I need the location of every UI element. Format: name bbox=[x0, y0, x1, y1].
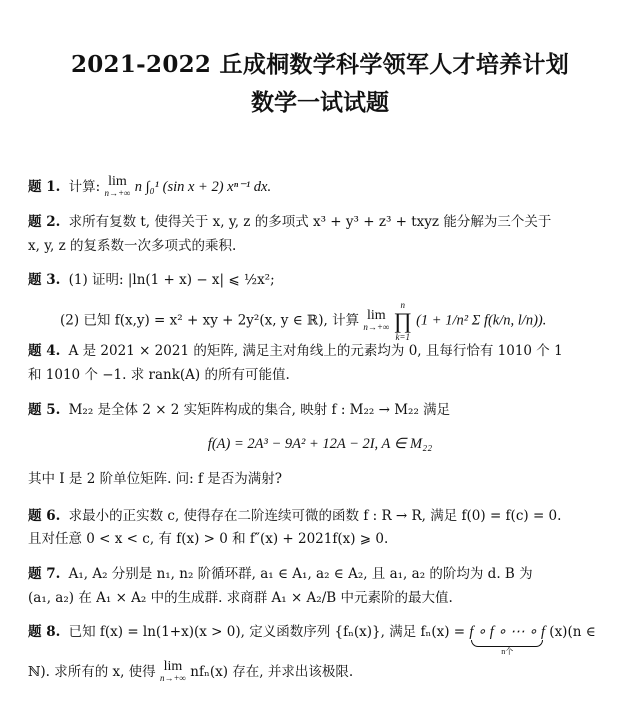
problem-7 bbox=[28, 566, 533, 582]
problem-label: 题 6. bbox=[28, 508, 61, 524]
problem-label: 题 1. bbox=[28, 179, 61, 195]
problem-expression: (1 + 1/n² Σ f(k/n, l/n)). bbox=[416, 312, 547, 329]
problem-expression: n ∫₀¹ (sin x + 2) xⁿ⁻¹ dx. bbox=[134, 179, 272, 195]
problem-text: (a₁, a₂) 在 A₁ × A₂ 中的生成群. 求商群 A₁ × A₂/B 中元素阶的最大值. bbox=[28, 590, 453, 606]
problem-4 bbox=[28, 343, 563, 359]
product-operator: n ∏ k=1 bbox=[393, 300, 412, 342]
problem-text: 且对任意 0 < x < c, 有 f(x) > 0 和 f″(x) + 2021f(x) ⩾ 0. bbox=[28, 531, 389, 547]
problem-label: 题 8. bbox=[28, 624, 61, 640]
problem-label: 题 3. bbox=[28, 272, 61, 288]
problem-text: x, y, z 的复系数一次多项式的乘积. bbox=[28, 238, 237, 254]
problem-text: M₂₂ 是全体 2 × 2 实矩阵构成的集合, 映射 f : M₂₂ → M₂₂ 满足 bbox=[68, 402, 451, 418]
problem-text: (2) 已知 f(x,y) = x² + xy + 2y²(x, y ∈ ℝ), 计算 bbox=[60, 312, 360, 329]
problem-6 bbox=[28, 508, 561, 524]
problem-text: 求所有复数 t, 使得关于 x, y, z 的多项式 x³ + y³ + z³ + txyz 能分解为三个关于 bbox=[68, 214, 552, 230]
problem-3 bbox=[28, 272, 275, 288]
problem-text: A 是 2021 × 2021 的矩阵, 满足主对角线上的元素均为 0, 且每行恰有 1010 个 1 bbox=[68, 343, 563, 359]
problem-label: 题 7. bbox=[28, 566, 61, 582]
problem-text: A₁, A₂ 分别是 n₁, n₂ 阶循环群, a₁ ∈ A₁, a₂ ∈ A₂, 且 a₁, a₂ 的阶均为 d. B 为 bbox=[68, 566, 533, 582]
problem-3-part2 bbox=[60, 300, 546, 342]
problem-5-cont bbox=[28, 471, 282, 487]
problem-text: nfₙ(x) 存在, 并求出该极限. bbox=[190, 664, 354, 680]
problem-text: ℕ). 求所有的 x, 使得 bbox=[28, 664, 156, 680]
problem-4-cont bbox=[28, 367, 290, 383]
limit-operator: lim n→+∞ bbox=[159, 659, 186, 683]
exam-subtitle: 数学一试试题 bbox=[251, 89, 389, 116]
problem-7-cont bbox=[28, 590, 453, 606]
problem-2 bbox=[28, 214, 551, 230]
problem-1 bbox=[28, 176, 271, 199]
problem-8-cont bbox=[28, 661, 353, 684]
composition-underbrace: f ∘ f ∘ ⋯ ∘ f n个 bbox=[469, 624, 545, 656]
problem-2-cont bbox=[28, 238, 236, 254]
problem-text: (1) 证明: |ln(1 + x) − x| ⩽ ½x²; bbox=[68, 272, 275, 288]
problem-label: 题 2. bbox=[28, 214, 61, 230]
problem-text: 和 1010 个 −1. 求 rank(A) 的所有可能值. bbox=[28, 367, 290, 383]
problem-label: 题 4. bbox=[28, 343, 61, 359]
problem-text: 其中 I 是 2 阶单位矩阵. 问: f 是否为满射? bbox=[28, 471, 283, 487]
problem-6-cont bbox=[28, 531, 388, 547]
problem-label: 题 5. bbox=[28, 402, 61, 418]
problem-text: 求最小的正实数 c, 使得存在二阶连续可微的函数 f : R → R, 满足 f(0) = f(c) = 0. bbox=[68, 508, 562, 524]
problem-8 bbox=[28, 624, 596, 656]
problem-5-formula: f(A) = 2A³ − 9A² + 12A − 2I, A ∈ M₂₂ bbox=[207, 436, 433, 452]
problem-5 bbox=[28, 402, 450, 418]
limit-operator: lim n→+∞ bbox=[363, 307, 390, 332]
exam-title: 2021-2022 丘成桐数学科学领军人才培养计划 bbox=[70, 51, 570, 78]
limit-operator: lim n→+∞ bbox=[104, 174, 131, 198]
problem-text: 计算: bbox=[68, 179, 101, 195]
problem-text: 已知 f(x) = ln(1+x)(x > 0), 定义函数序列 {fₙ(x)}, 满足 fₙ(x) = bbox=[68, 624, 466, 640]
problem-text: (x)(n ∈ bbox=[549, 624, 596, 640]
